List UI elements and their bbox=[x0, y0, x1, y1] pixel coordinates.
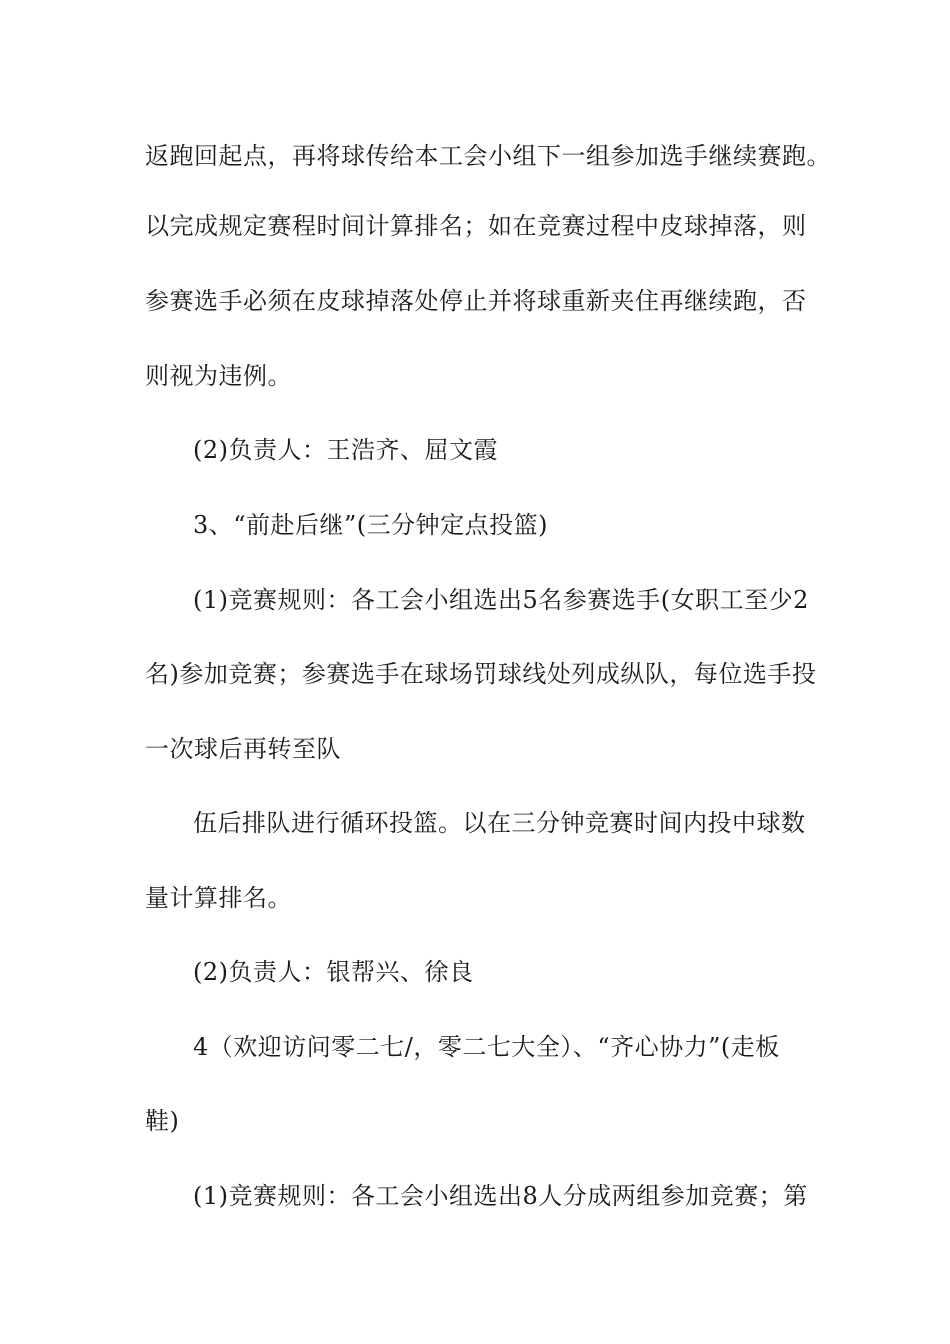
responsible-line-2: (2)负责人：银帮兴、徐良 bbox=[193, 958, 474, 986]
text-line-14: 鞋) bbox=[145, 1107, 180, 1135]
section-heading-3: 3、“前赴后继”(三分钟定点投篮) bbox=[193, 511, 549, 539]
responsible-line-1: (2)负责人：王浩齐、屈文霞 bbox=[193, 436, 498, 464]
text-line-4: 则视为违例。 bbox=[145, 362, 292, 390]
text-line-3: 参赛选手必须在皮球掉落处停止并将球重新夹住再继续跑，否 bbox=[145, 287, 807, 315]
section-heading-4: 4（欢迎访问零二七/，零二七大全）、“齐心协力”(走板 bbox=[193, 1033, 780, 1061]
text-line-2: 以完成规定赛程时间计算排名；如在竞赛过程中皮球掉落，则 bbox=[145, 212, 807, 240]
text-line-9: 一次球后再转至队 bbox=[145, 735, 341, 763]
text-line-11: 量计算排名。 bbox=[145, 884, 292, 912]
rules-line-1: (1)竞赛规则：各工会小组选出5名参赛选手(女职工至少2 bbox=[193, 586, 809, 614]
text-line-1: 返跑回起点，再将球传给本工会小组下一组参加选手继续赛跑。 bbox=[145, 142, 831, 170]
text-line-8: 名)参加竞赛；参赛选手在球场罚球线处列成纵队，每位选手投 bbox=[145, 660, 817, 688]
text-line-10: 伍后排队进行循环投篮。以在三分钟竞赛时间内投中球数 bbox=[193, 809, 806, 837]
rules-line-2: (1)竞赛规则：各工会小组选出8人分成两组参加竞赛；第 bbox=[193, 1182, 808, 1210]
